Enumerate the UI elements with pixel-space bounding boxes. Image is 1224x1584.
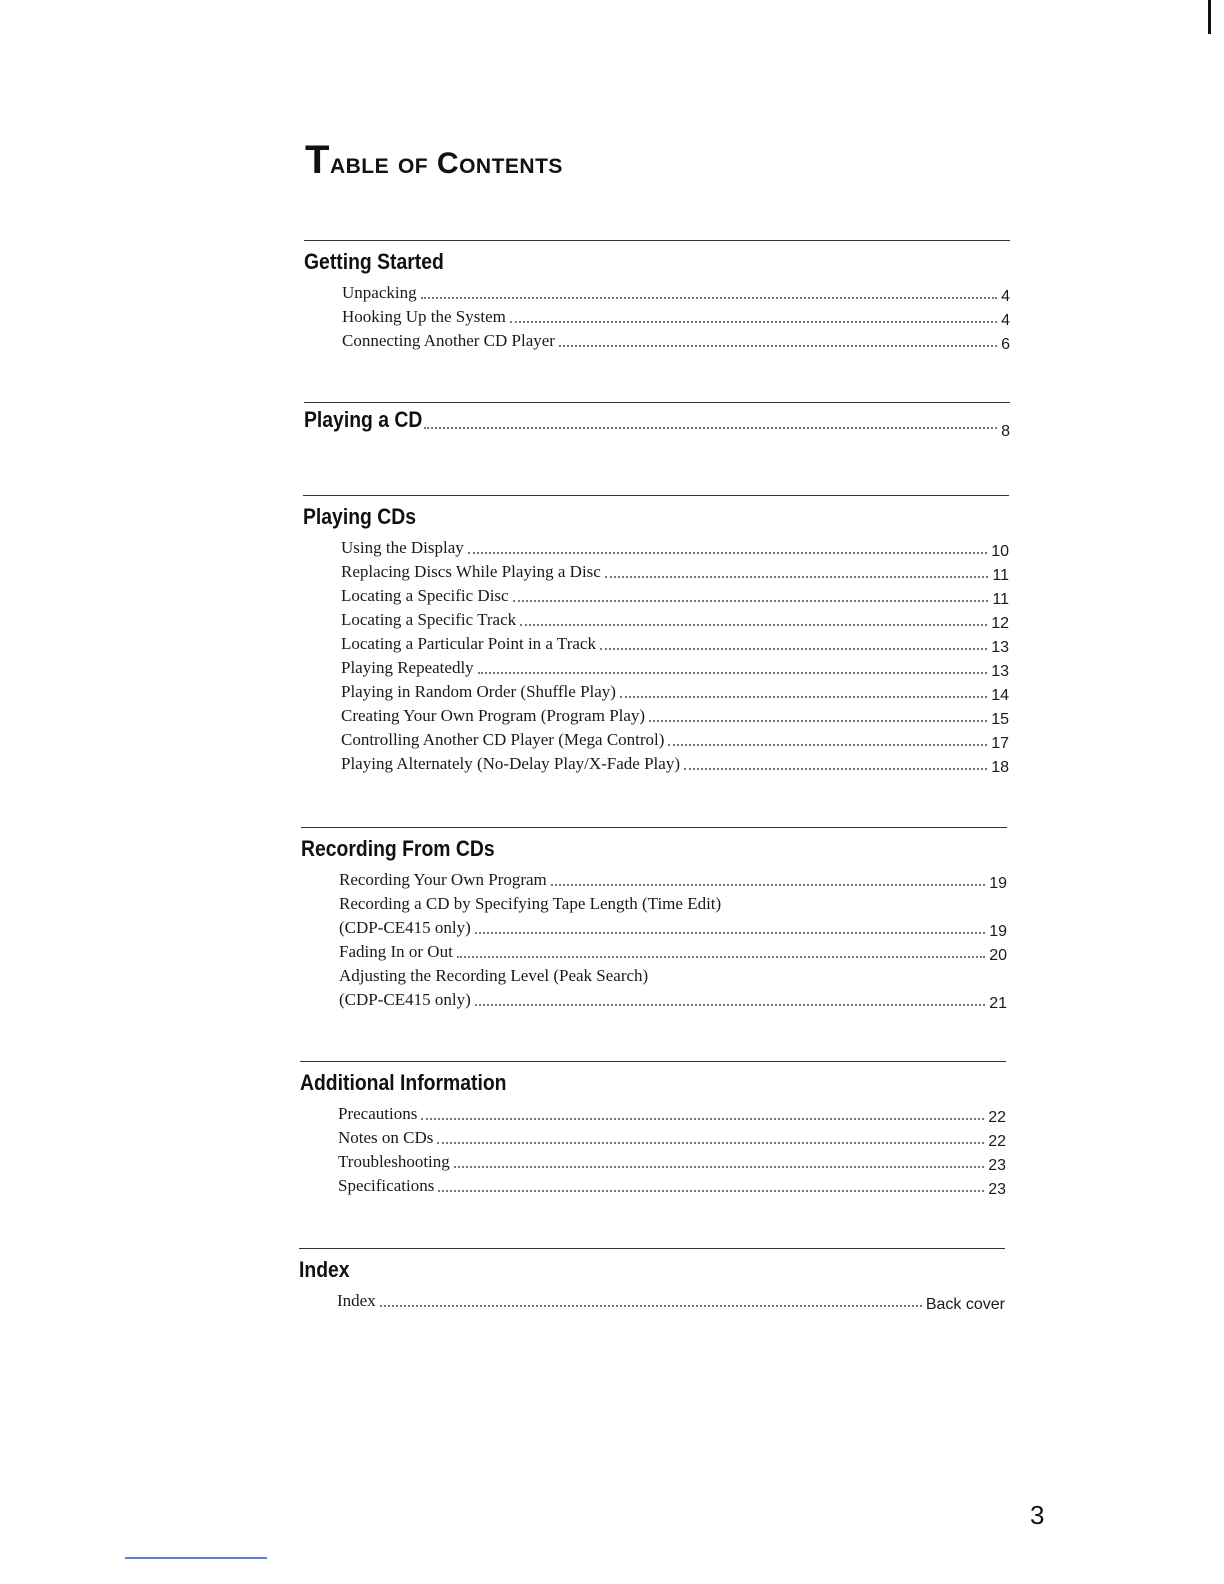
entry-page: 13: [991, 663, 1009, 680]
leader-dots: [457, 956, 985, 958]
toc-entry[interactable]: [338, 1126, 1006, 1150]
entry-list: [303, 536, 1009, 776]
toc-entry[interactable]: [341, 560, 1009, 584]
toc-entry[interactable]: [339, 988, 1007, 1012]
entry-page: Back cover: [925, 1296, 1005, 1313]
section-playing-cds: [303, 495, 1009, 776]
section-additional-information: [300, 1061, 1006, 1198]
entry-page: 4: [1001, 288, 1010, 305]
leader-dots: [620, 696, 987, 698]
leader-dots: [649, 720, 987, 722]
section-rule: [301, 827, 1007, 828]
entry-label: Recording Your Own Program: [339, 870, 547, 889]
entry-page: 17: [991, 735, 1009, 752]
entry-label: Notes on CDs: [338, 1128, 434, 1147]
section-heading: Recording From CDs: [301, 836, 495, 861]
toc-entry[interactable]: [341, 704, 1009, 728]
section-index: [299, 1248, 1005, 1313]
toc-entry[interactable]: [339, 940, 1007, 964]
section-rule: [304, 240, 1010, 241]
entry-label: Playing in Random Order (Shuffle Play): [341, 682, 616, 701]
toc-entry[interactable]: [339, 916, 1007, 940]
entry-label: (CDP-CE415 only): [339, 918, 471, 937]
leader-dots: [475, 1004, 985, 1006]
section-heading: Getting Started: [304, 249, 444, 274]
leader-dots: [559, 345, 997, 347]
leader-dots: [551, 884, 985, 886]
leader-dots: [513, 600, 989, 602]
entry-label: Recording a CD by Specifying Tape Length (Time Edit): [339, 894, 722, 913]
entry-page: 15: [991, 711, 1009, 728]
page-title: Table of Contents: [305, 138, 563, 182]
entry-page: 13: [991, 639, 1009, 656]
entry-label: Troubleshooting: [338, 1152, 450, 1171]
entry-page: 23: [988, 1181, 1006, 1198]
entry-label: Locating a Specific Disc: [341, 586, 509, 605]
toc-entry[interactable]: [341, 680, 1009, 704]
entry-page: 23: [988, 1157, 1006, 1174]
entry-label: Using the Display: [341, 538, 464, 557]
toc-entry[interactable]: [341, 632, 1009, 656]
entry-page: 21: [989, 995, 1007, 1012]
section-heading: Additional Information: [300, 1070, 507, 1095]
section-heading: Index: [299, 1257, 350, 1282]
entry-page: 19: [989, 923, 1007, 940]
section-rule: [300, 1061, 1006, 1062]
entry-label: Replacing Discs While Playing a Disc: [341, 562, 601, 581]
leader-dots: [421, 1118, 984, 1120]
leader-dots: [520, 624, 987, 626]
leader-dots: [668, 744, 987, 746]
section-heading: Playing CDs: [303, 504, 416, 529]
toc-entry[interactable]: [341, 584, 1009, 608]
toc-entry-hooking-up[interactable]: [342, 305, 1010, 329]
entry-label: Precautions: [338, 1104, 418, 1123]
entry-page: 22: [988, 1109, 1006, 1126]
entry-label: Playing Repeatedly: [341, 658, 474, 677]
entry-page: 8: [1001, 423, 1010, 440]
leader-dots: [475, 932, 985, 934]
section-heading: Playing a CD: [304, 407, 423, 432]
entry-label: Adjusting the Recording Level (Peak Search): [339, 966, 649, 985]
leader-dots: [605, 576, 989, 578]
entry-label: Index: [337, 1291, 376, 1310]
entry-label: Specifications: [338, 1176, 435, 1195]
section-rule: [303, 495, 1009, 496]
leader-dots: [438, 1190, 984, 1192]
toc-entry[interactable]: [338, 1102, 1006, 1126]
entry-list: [301, 868, 1007, 1012]
entry-list: [299, 1289, 1005, 1313]
toc-entry[interactable]: [341, 536, 1009, 560]
entry-page: 22: [988, 1133, 1006, 1150]
entry-label: Unpacking: [342, 283, 417, 302]
entry-label: Connecting Another CD Player: [342, 331, 555, 350]
leader-dots: [478, 672, 988, 674]
toc-entry[interactable]: [341, 728, 1009, 752]
toc-entry[interactable]: [338, 1174, 1006, 1198]
entry-label: Playing Alternately (No-Delay Play/X-Fade Play): [341, 754, 680, 773]
entry-page: 20: [989, 947, 1007, 964]
entry-page: 12: [991, 615, 1009, 632]
leader-dots: [454, 1166, 984, 1168]
entry-page: 11: [992, 591, 1009, 608]
leader-dots: [600, 648, 987, 650]
scan-edge-line: [125, 1557, 267, 1559]
toc-entry[interactable]: [341, 608, 1009, 632]
entry-label: Locating a Particular Point in a Track: [341, 634, 596, 653]
toc-entry[interactable]: [341, 656, 1009, 680]
section-getting-started: [304, 240, 1010, 353]
entry-label: Creating Your Own Program (Program Play): [341, 706, 646, 725]
toc-entry[interactable]: [339, 868, 1007, 892]
entry-label: Hooking Up the System: [342, 307, 506, 326]
section-recording-from-cds: [301, 827, 1007, 1012]
entry-page: 6: [1001, 336, 1010, 353]
leader-dots: [468, 552, 987, 554]
entry-label: (CDP-CE415 only): [339, 990, 471, 1009]
entry-page: 11: [992, 567, 1009, 584]
leader-dots: [424, 427, 997, 429]
toc-entry-connecting[interactable]: [342, 329, 1010, 353]
toc-entry-unpacking[interactable]: [342, 281, 1010, 305]
entry-label: Fading In or Out: [339, 942, 453, 961]
section-rule: [299, 1248, 1005, 1249]
entry-page: 18: [991, 759, 1009, 776]
toc-entry-playing-a-cd[interactable]: [304, 405, 1010, 440]
entry-label: Locating a Specific Track: [341, 610, 517, 629]
section-rule: [304, 402, 1010, 403]
toc-entry-index[interactable]: [337, 1289, 1005, 1313]
entry-list: [304, 281, 1010, 353]
scan-edge-mark: [1208, 0, 1211, 34]
leader-dots: [421, 297, 998, 299]
leader-dots: [437, 1142, 984, 1144]
leader-dots: [380, 1305, 922, 1307]
leader-dots: [510, 321, 997, 323]
entry-page: 4: [1001, 312, 1010, 329]
toc-entry-line1[interactable]: [339, 892, 1007, 916]
entry-page: 10: [991, 543, 1009, 560]
entry-list: [300, 1102, 1006, 1198]
leader-dots: [684, 768, 987, 770]
toc-entry[interactable]: [341, 752, 1009, 776]
page-number: 3: [1030, 1500, 1045, 1530]
toc-entry-line1[interactable]: [339, 964, 1007, 988]
section-playing-a-cd: [304, 402, 1010, 440]
entry-page: 14: [991, 687, 1009, 704]
entry-label: Controlling Another CD Player (Mega Control): [341, 730, 665, 749]
toc-entry[interactable]: [338, 1150, 1006, 1174]
entry-page: 19: [989, 875, 1007, 892]
